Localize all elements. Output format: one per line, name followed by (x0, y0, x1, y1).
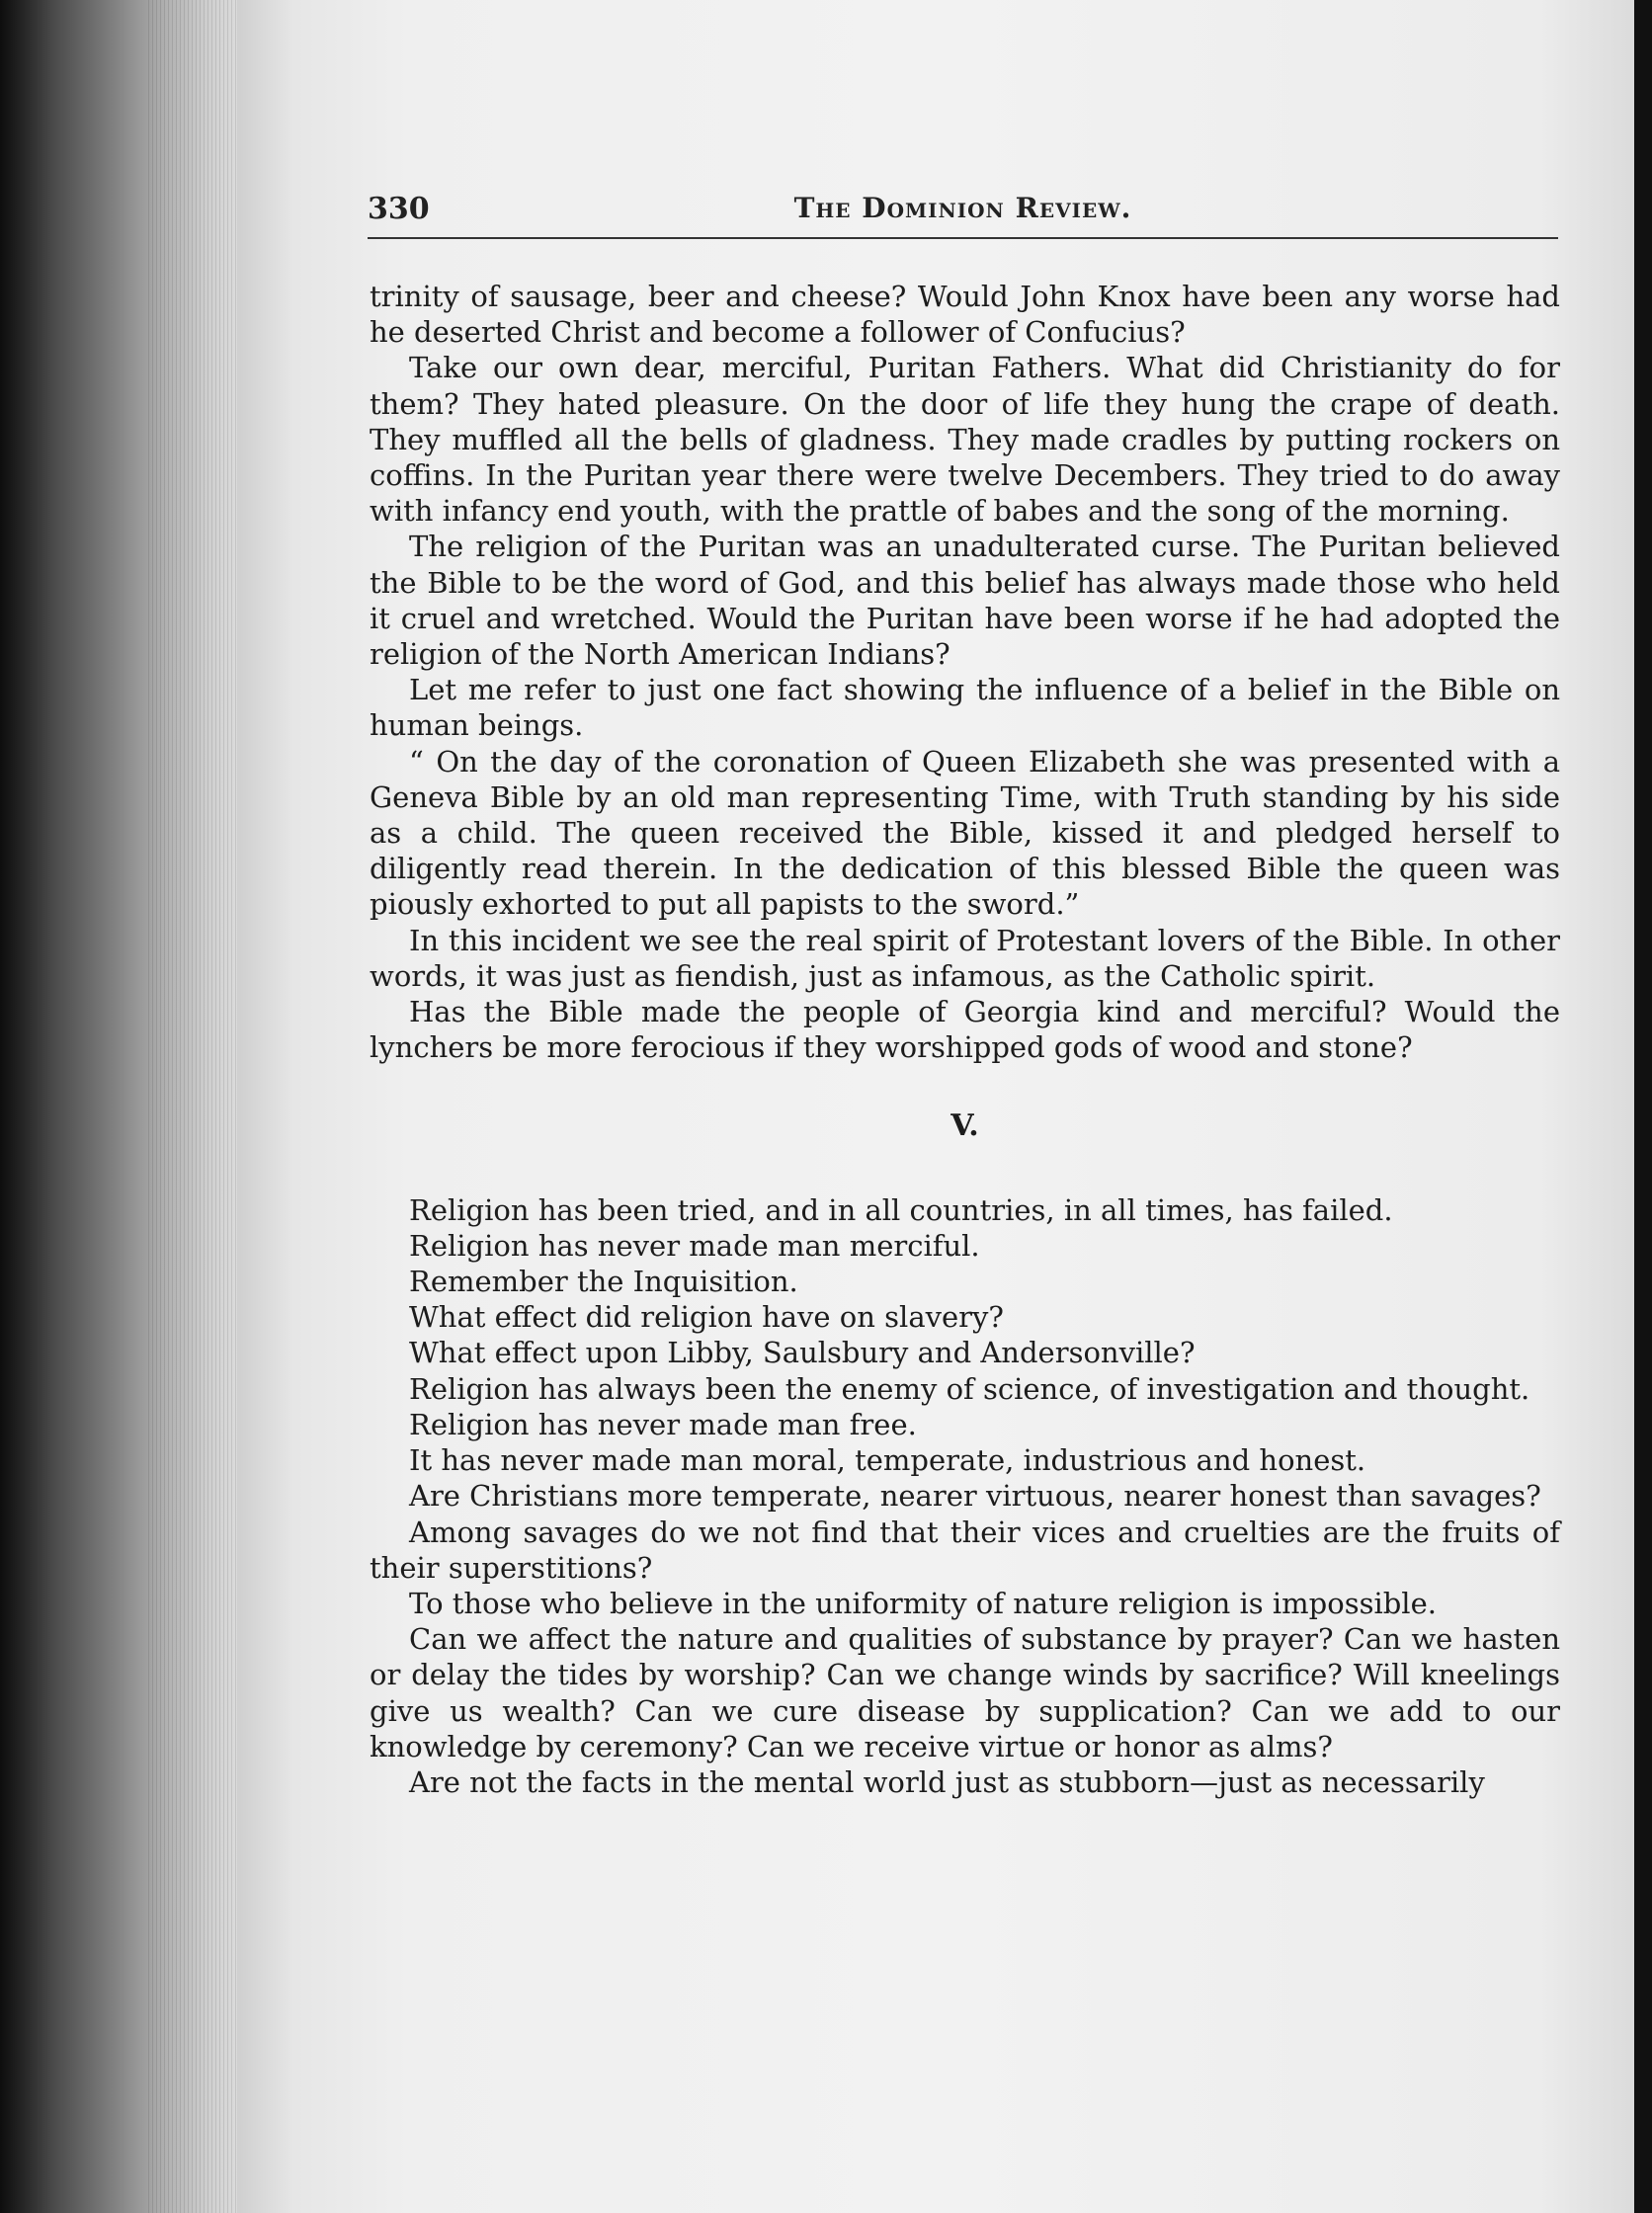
paragraph: What effect did religion have on slavery? (409, 1300, 1004, 1335)
running-header (368, 184, 1558, 239)
paragraph: The religion of the Puritan was an unadulterated curse. The Puritan believed the Bible to be the word of God, and this belief has always made those who held it cruel and wretched. Would the Puritan have been worse if he had adopted the religion of the North American Indians? (370, 530, 1560, 672)
paragraph: Remember the Inquisition. (409, 1265, 798, 1299)
section-heading: V. (950, 1108, 979, 1144)
paragraph: In this incident we see the real spirit of Protestant lovers of the Bible. In other words, it was just as fiendish, just as infamous, as the Catholic spirit. (370, 923, 1560, 993)
paragraph: Religion has never made man merciful. (409, 1228, 980, 1263)
paragraph: Are Christians more temperate, nearer virtuous, nearer honest than savages? (409, 1479, 1541, 1514)
paragraph: It has never made man moral, temperate, industrious and honest. (409, 1443, 1366, 1478)
scan-border (1634, 0, 1652, 2213)
paragraph: Religion has never made man free. (409, 1407, 917, 1441)
paragraph: Has the Bible made the people of Georgia kind and merciful? Would the lynchers be more ferocious if they worshipped gods of wood and stone? (370, 995, 1560, 1065)
running-title: The Dominion Review. (793, 192, 1132, 224)
paragraph: Religion has always been the enemy of science, of investigation and thought. (409, 1371, 1530, 1406)
paragraph: Are not the facts in the mental world just as stubborn—just as necessarily (409, 1764, 1485, 1799)
paragraph: Can we affect the nature and qualities of substance by prayer? Can we hasten or delay the tides by worship? Can we change winds by sacrifice? Will kneelings give us wealth? Can we cure disease by supplication? Can we add to our knowledge by ceremony? Can we receive virtue or honor as alms? (370, 1622, 1560, 1763)
paragraph: What effect upon Libby, Saulsbury and Andersonville? (409, 1336, 1196, 1370)
paragraph: Among savages do we not find that their vices and cruelties are the fruits of their superstitions? (370, 1515, 1560, 1585)
paragraph: To those who believe in the uniformity of nature religion is impossible. (409, 1586, 1437, 1620)
paragraph: Religion has been tried, and in all countries, in all times, has failed. (409, 1192, 1393, 1227)
quotation: “ On the day of the coronation of Queen Elizabeth she was presented with a Geneva Bible by an old man representing Time, with Truth standing by his side as a child. The queen received the Bible, kissed it and pledged herself to diligently read therein. In the dedication of this blessed Bible the queen was piously exhorted to put all papists to the sword.” (370, 744, 1560, 922)
page-number: 330 (368, 192, 430, 226)
paragraph: Take our own dear, merciful, Puritan Fathers. What did Christianity do for them? They hated pleasure. On the door of life they hung the crape of death. They muffled all the bells of gladness. They made cradles by putting rockers on coffins. In the Puritan year there were twelve Decembers. They tried to do away with infancy end youth, with the prattle of babes and the song of the morning. (370, 351, 1560, 529)
paragraph: trinity of sausage, beer and cheese? Would John Knox have been any worse had he deserted Christ and become a follower of Confucius? (370, 280, 1560, 350)
body-text (370, 279, 1560, 1800)
paragraph: Let me refer to just one fact showing the influence of a belief in the Bible on human beings. (370, 673, 1560, 743)
